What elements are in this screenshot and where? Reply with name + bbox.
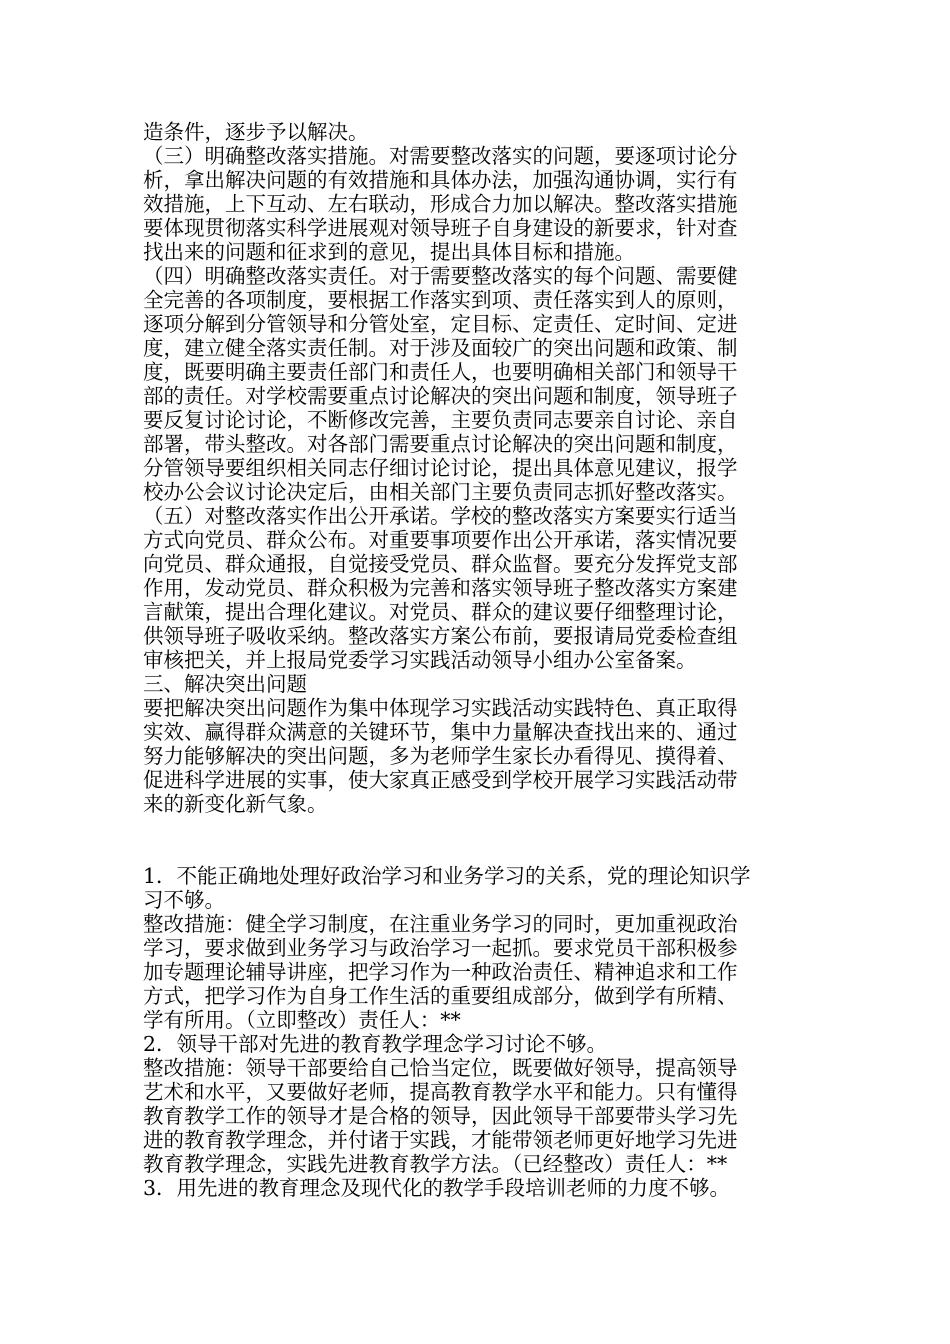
- text-line: 度，建立健全落实责任制。对于涉及面较广的突出问题和政策、制: [143, 336, 738, 360]
- text-line: 加专题理论辅导讲座，把学习作为一种政治责任、精神追求和工作: [143, 960, 738, 984]
- section-four-heading-line: （四）明确整改落实责任。对于需要整改落实的每个问题、需要健: [143, 264, 738, 288]
- document-body: [143, 120, 813, 1200]
- text-block-1: [143, 120, 813, 816]
- text-line: 分管领导要组织相关同志仔细讨论讨论，提出具体意见建议，报学: [143, 456, 738, 480]
- text-line: 向党员、群众通报，自觉接受党员、群众监督。要充分发挥党支部: [143, 552, 738, 576]
- text-line: 要体现贯彻落实科学进展观对领导班子自身建设的新要求，针对查: [143, 216, 738, 240]
- measure-line: 整改措施：领导干部要给自己恰当定位，既要做好领导，提高领导: [143, 1056, 738, 1080]
- text-line: 全完善的各项制度，要根据工作落实到项、责任落实到人的原则，: [143, 288, 738, 312]
- text-line: 部署，带头整改。对各部门需要重点讨论解决的突出问题和制度，: [143, 432, 738, 456]
- text-line: 教育教学理念，实践先进教育教学方法。（已经整改）责任人：**: [143, 1152, 728, 1176]
- section-five-heading-line: （五）对整改落实作出公开承诺。学校的整改落实方案要实行适当: [143, 504, 738, 528]
- text-line: 实效、赢得群众满意的关键环节，集中力量解决查找出来的、通过: [143, 720, 738, 744]
- text-line: 习不够。: [143, 888, 225, 912]
- text-line: 部的责任。对学校需要重点讨论解决的突出问题和制度，领导班子: [143, 384, 738, 408]
- section-heading-resolve-problems: 三、解决突出问题: [143, 672, 307, 696]
- text-line: 教育教学工作的领导才是合格的领导，因此领导干部要带头学习先: [143, 1104, 738, 1128]
- text-line: 逐项分解到分管领导和分管处室，定目标、定责任、定时间、定进: [143, 312, 738, 336]
- text-line: 来的新变化新气象。: [143, 792, 328, 816]
- text-line: 方式向党员、群众公布。对重要事项要作出公开承诺，落实情况要: [143, 528, 738, 552]
- section-three-heading-line: （三）明确整改落实措施。对需要整改落实的问题，要逐项讨论分: [143, 144, 738, 168]
- text-line: 作用，发动党员、群众积极为完善和落实领导班子整改落实方案建: [143, 576, 738, 600]
- text-line: 找出来的问题和征求到的意见，提出具体目标和措施。: [143, 240, 635, 264]
- issue-item-1: 1．不能正确地处理好政治学习和业务学习的关系，党的理论知识学: [143, 864, 751, 888]
- text-line: 言献策，提出合理化建议。对党员、群众的建议要仔细整理讨论，: [143, 600, 738, 624]
- text-line: 努力能够解决的突出问题，多为老师学生家长办看得见、摸得着、: [143, 744, 738, 768]
- paragraph-gap: [143, 816, 813, 864]
- measure-line: 整改措施：健全学习制度，在注重业务学习的同时，更加重视政治: [143, 912, 738, 936]
- text-line: 效措施，上下互动、左右联动，形成合力加以解决。整改落实措施: [143, 192, 738, 216]
- text-line: 造条件，逐步予以解决。: [143, 120, 369, 144]
- text-line: 校办公会议讨论决定后，由相关部门主要负责同志抓好整改落实。: [143, 480, 738, 504]
- text-line: 要把解决突出问题作为集中体现学习实践活动实践特色、真正取得: [143, 696, 738, 720]
- text-line: 审核把关，并上报局党委学习实践活动领导小组办公室备案。: [143, 648, 697, 672]
- issue-item-3: 3．用先进的教育理念及现代化的教学手段培训老师的力度不够。: [143, 1176, 731, 1200]
- text-line: 艺术和水平，又要做好老师，提高教育教学水平和能力。只有懂得: [143, 1080, 738, 1104]
- text-line: 学习，要求做到业务学习与政治学习一起抓。要求党员干部积极参: [143, 936, 738, 960]
- issue-item-2: 2．领导干部对先进的教育教学理念学习讨论不够。: [143, 1032, 608, 1056]
- text-line: 促进科学进展的实事，使大家真正感受到学校开展学习实践活动带: [143, 768, 738, 792]
- text-line: 方式，把学习作为自身工作生活的重要组成部分，做到学有所精、: [143, 984, 738, 1008]
- text-line: 要反复讨论讨论，不断修改完善，主要负责同志要亲自讨论、亲自: [143, 408, 738, 432]
- text-block-2: [143, 864, 813, 1200]
- text-line: 进的教育教学理念，并付诸于实践，才能带领老师更好地学习先进: [143, 1128, 738, 1152]
- text-line: 析，拿出解决问题的有效措施和具体办法，加强沟通协调，实行有: [143, 168, 738, 192]
- text-line: 度，既要明确主要责任部门和责任人，也要明确相关部门和领导干: [143, 360, 738, 384]
- text-line: 供领导班子吸收采纳。整改落实方案公布前，要报请局党委检查组: [143, 624, 738, 648]
- text-line: 学有所用。（立即整改）责任人：**: [143, 1008, 461, 1032]
